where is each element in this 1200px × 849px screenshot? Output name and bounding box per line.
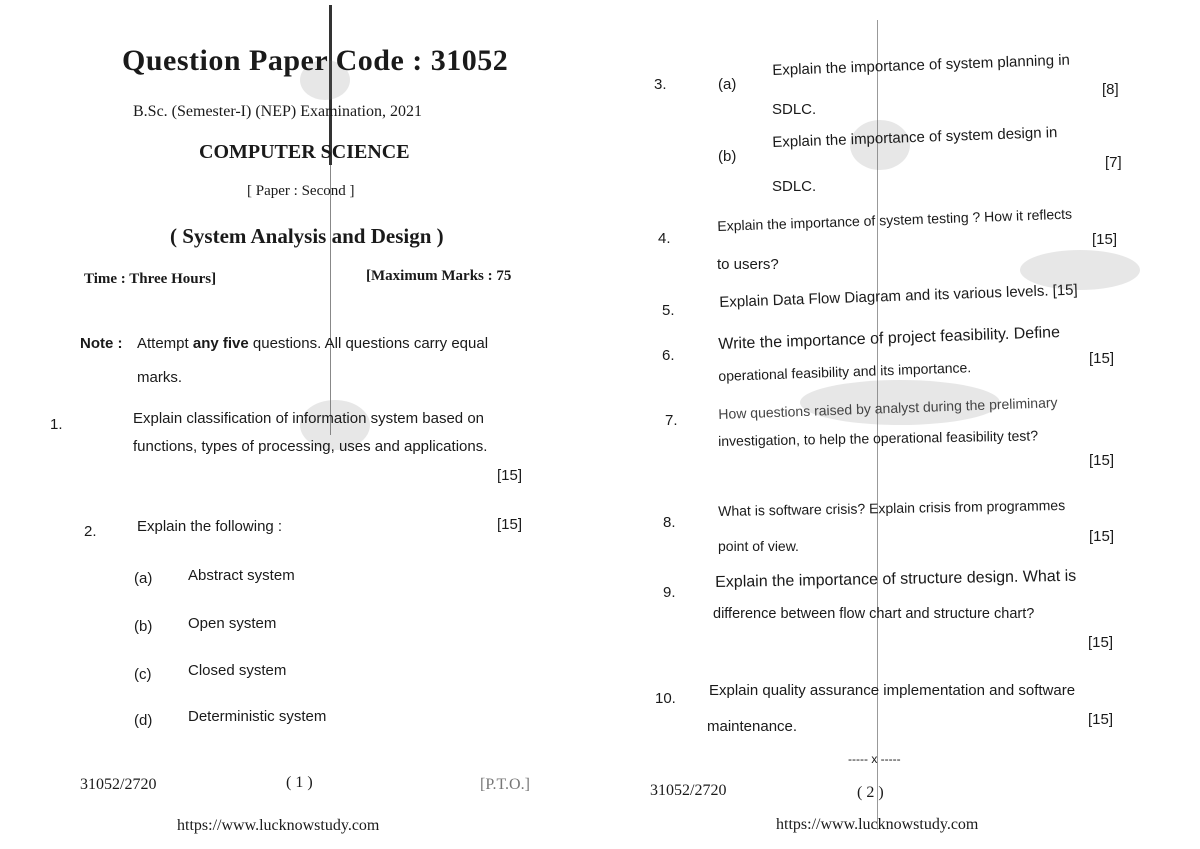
sub-question-label: (a) [134,570,153,587]
question-number: 3. [654,76,667,93]
page-two [600,0,1200,849]
source-url[interactable]: https://www.lucknowstudy.com [177,817,380,834]
sub-question-text: SDLC. [772,178,817,195]
sub-question-label: (b) [718,148,737,165]
question-text: functions, types of processing, uses and applications. [133,438,488,455]
question-marks: [15] [1088,711,1114,728]
question-number: 10. [655,690,676,707]
question-number: 6. [662,347,675,364]
question-text: difference between flow chart and structure chart? [713,606,1035,622]
question-text: Explain quality assurance implementation and software [709,682,1076,699]
course-title: ( System Analysis and Design ) [170,224,444,248]
question-marks: [15] [497,516,523,533]
question-text: Write the importance of project feasibility. Define [718,324,1061,353]
question-marks: [15] [1089,452,1115,469]
sub-question-text: Open system [188,615,277,632]
question-marks: [15] [1092,231,1118,248]
question-number: 4. [658,230,671,247]
sub-question-label: (c) [134,666,152,683]
question-text: point of view. [718,538,799,554]
question-paper-code: Question Paper Code : 31052 [122,44,509,77]
note-label: Note : [80,335,123,352]
question-number: 1. [50,416,63,433]
question-text: Explain the following : [137,518,283,535]
source-url[interactable]: https://www.lucknowstudy.com [776,816,979,833]
question-number: 2. [84,523,97,540]
sub-question-text: Deterministic system [188,708,327,725]
time-label: Time : Three Hours] [84,271,217,287]
question-text: Explain the importance of system testing ? How it reflects [717,205,1073,234]
question-text: Explain classification of information system based on [133,410,485,427]
question-text: How questions raised by analyst during the preliminary [718,394,1058,422]
footer-page-number: ( 1 ) [286,774,313,791]
footer-pto: [P.T.O.] [480,776,530,793]
footer-code: 31052/2720 [650,782,727,799]
question-marks: [15] [497,467,523,484]
sub-question-marks: [7] [1105,154,1122,171]
question-text: What is software crisis? Explain crisis from programmes [718,496,1066,519]
question-number: 9. [663,584,676,601]
sub-question-text: Closed system [188,662,287,679]
question-marks: [15] [1089,528,1115,545]
sub-question-marks: [8] [1102,81,1119,98]
question-number: 8. [663,514,676,531]
paper-number: [ Paper : Second ] [247,183,355,199]
question-text: Explain Data Flow Diagram and its various levels. [15] [719,281,1078,311]
sub-question-text: SDLC. [772,101,817,118]
footer-code: 31052/2720 [80,776,157,793]
exam-title: B.Sc. (Semester-I) (NEP) Examination, 2021 [133,103,422,120]
note-text-start: Attempt [137,335,193,352]
question-number: 5. [662,302,675,319]
note-text [137,333,488,355]
sub-question-text: Explain the importance of system design in [772,124,1058,151]
sub-question-label: (d) [134,712,153,729]
fold-crease [330,165,331,435]
subject-title: COMPUTER SCIENCE [199,141,410,163]
question-marks: [15] [1088,634,1114,651]
note-text-line2: marks. [137,369,182,386]
sub-question-text: Explain the importance of system planning in [772,51,1071,79]
maximum-marks: [Maximum Marks : 75 [366,268,512,284]
sub-question-text: Abstract system [188,567,295,584]
question-marks: [15] [1089,350,1115,367]
note-emphasis: any five [192,335,249,352]
question-text: Explain the importance of structure design. What is [715,567,1077,591]
sub-question-label: (b) [134,618,153,635]
question-text: to users? [717,256,779,273]
question-number: 7. [665,412,678,429]
end-of-paper-mark: ----- x ----- [848,752,901,766]
question-text: investigation, to help the operational feasibility test? [718,427,1039,449]
sub-question-label: (a) [718,76,737,93]
note-text-end: questions. All questions carry equal [248,335,489,352]
question-text: operational feasibility and its importance. [718,359,972,384]
footer-page-number: ( 2 ) [857,784,884,801]
question-text: maintenance. [707,718,798,735]
